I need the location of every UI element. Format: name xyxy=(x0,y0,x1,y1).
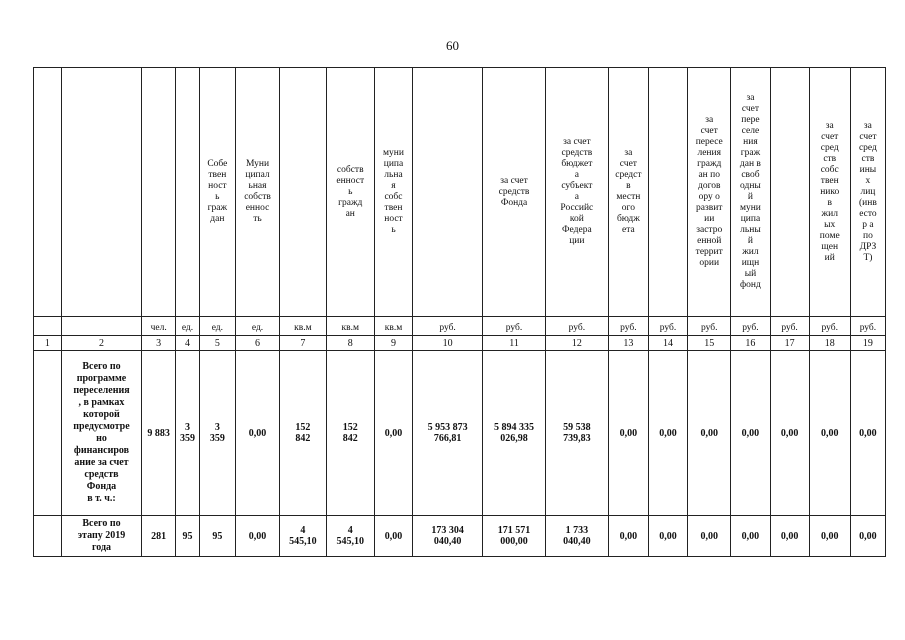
table-cell: руб. xyxy=(648,317,687,336)
table-cell: руб. xyxy=(770,317,809,336)
table-cell: 9 xyxy=(374,336,412,351)
table-cell: 16 xyxy=(731,336,770,351)
table-cell: 0,00 xyxy=(235,516,279,557)
table-row xyxy=(34,351,886,516)
table-cell xyxy=(648,68,687,317)
table-cell xyxy=(142,68,176,317)
table-cell: за счет пере селе ния граж дан в своб одны й муни ципа льны й жил ищн ый фонд xyxy=(731,68,770,317)
table-cell: за счет средст в местн ого бюдж ета xyxy=(608,68,648,317)
table-cell: 13 xyxy=(608,336,648,351)
table-cell: кв.м xyxy=(374,317,412,336)
table-cell: ед. xyxy=(176,317,200,336)
header-row xyxy=(34,68,886,317)
table-cell: 4 xyxy=(176,336,200,351)
table-cell: 0,00 xyxy=(731,351,770,516)
resettlement-table xyxy=(33,67,886,557)
table-cell xyxy=(770,68,809,317)
table-cell: 95 xyxy=(199,516,235,557)
table-cell: 0,00 xyxy=(648,351,687,516)
table-cell: 0,00 xyxy=(235,351,279,516)
table-cell xyxy=(176,68,200,317)
table-cell: 18 xyxy=(809,336,850,351)
table-cell: за счет средств бюджет а субъект а Российс кой Федера ции xyxy=(545,68,608,317)
table-cell: ед. xyxy=(235,317,279,336)
table-cell: 1 733 040,40 xyxy=(545,516,608,557)
table-cell: руб. xyxy=(809,317,850,336)
table-cell: руб. xyxy=(483,317,546,336)
table-cell: руб. xyxy=(608,317,648,336)
table-cell: 152 842 xyxy=(326,351,374,516)
table-cell: 15 xyxy=(688,336,731,351)
table-cell: 0,00 xyxy=(608,516,648,557)
table-cell: 3 xyxy=(142,336,176,351)
table-cell: 14 xyxy=(648,336,687,351)
table-cell: 0,00 xyxy=(809,516,850,557)
table-cell xyxy=(34,317,62,336)
table-cell: Муни ципал ьная собств еннос ть xyxy=(235,68,279,317)
table-cell: 171 571 000,00 xyxy=(483,516,546,557)
table-cell: муни ципа льна я собс твен ност ь xyxy=(374,68,412,317)
table-cell: за счет сред ств ины х лиц (инв есто р а по ДРЗ Т) xyxy=(850,68,885,317)
table-cell xyxy=(280,68,326,317)
table-cell: за счет пересе ления гражд ан по догов ору о развит ии застро енной террит ории xyxy=(688,68,731,317)
table-cell: Собе твен ност ь граж дан xyxy=(199,68,235,317)
table-cell: Всего по программе переселения , в рамках которой предусмотре но финансиров ание за счет средств Фонда в т. ч.: xyxy=(61,351,141,516)
table-cell: руб. xyxy=(688,317,731,336)
column-numbers-row xyxy=(34,336,886,351)
table-cell xyxy=(413,68,483,317)
table-cell: 5 953 873 766,81 xyxy=(413,351,483,516)
table-cell: руб. xyxy=(850,317,885,336)
table-cell xyxy=(61,68,141,317)
table-cell: за счет сред ств собс твен нико в жил ых поме щен ий xyxy=(809,68,850,317)
table-cell: 5 894 335 026,98 xyxy=(483,351,546,516)
table-cell: руб. xyxy=(545,317,608,336)
table-cell: Всего по этапу 2019 года xyxy=(61,516,141,557)
table-row xyxy=(34,516,886,557)
table-cell: 8 xyxy=(326,336,374,351)
table-cell: 5 xyxy=(199,336,235,351)
table-cell: 0,00 xyxy=(770,516,809,557)
table-cell: 281 xyxy=(142,516,176,557)
table-cell: 10 xyxy=(413,336,483,351)
table-cell: 7 xyxy=(280,336,326,351)
table-cell: 0,00 xyxy=(731,516,770,557)
units-row xyxy=(34,317,886,336)
table-cell: руб. xyxy=(413,317,483,336)
table-cell: 59 538 739,83 xyxy=(545,351,608,516)
table-cell xyxy=(34,516,62,557)
table-cell: 19 xyxy=(850,336,885,351)
table-cell: 6 xyxy=(235,336,279,351)
table-cell: 0,00 xyxy=(608,351,648,516)
table-cell: 0,00 xyxy=(850,351,885,516)
page-number: 60 xyxy=(446,38,459,53)
table-cell: 0,00 xyxy=(688,516,731,557)
table-cell: 0,00 xyxy=(374,351,412,516)
table-cell: 152 842 xyxy=(280,351,326,516)
table-cell: 12 xyxy=(545,336,608,351)
table-cell: чел. xyxy=(142,317,176,336)
table-cell: 4 545,10 xyxy=(280,516,326,557)
table-cell: 11 xyxy=(483,336,546,351)
table-cell: 17 xyxy=(770,336,809,351)
table-cell: 0,00 xyxy=(648,516,687,557)
table-cell: 1 xyxy=(34,336,62,351)
table-cell: кв.м xyxy=(326,317,374,336)
table-cell xyxy=(61,317,141,336)
table-cell: 95 xyxy=(176,516,200,557)
table-cell: 2 xyxy=(61,336,141,351)
table-cell: собств енност ь гражд ан xyxy=(326,68,374,317)
table-cell: 4 545,10 xyxy=(326,516,374,557)
table-cell: 3 359 xyxy=(199,351,235,516)
table-cell xyxy=(34,68,62,317)
table-cell: 0,00 xyxy=(770,351,809,516)
table-cell: кв.м xyxy=(280,317,326,336)
table-cell: 9 883 xyxy=(142,351,176,516)
table-cell: ед. xyxy=(199,317,235,336)
table-cell: 0,00 xyxy=(850,516,885,557)
table-cell: 173 304 040,40 xyxy=(413,516,483,557)
table-cell: 0,00 xyxy=(688,351,731,516)
table-cell: 3 359 xyxy=(176,351,200,516)
table-cell: 0,00 xyxy=(809,351,850,516)
table-cell: руб. xyxy=(731,317,770,336)
table-cell: 0,00 xyxy=(374,516,412,557)
table-cell xyxy=(34,351,62,516)
table-cell: за счет средств Фонда xyxy=(483,68,546,317)
